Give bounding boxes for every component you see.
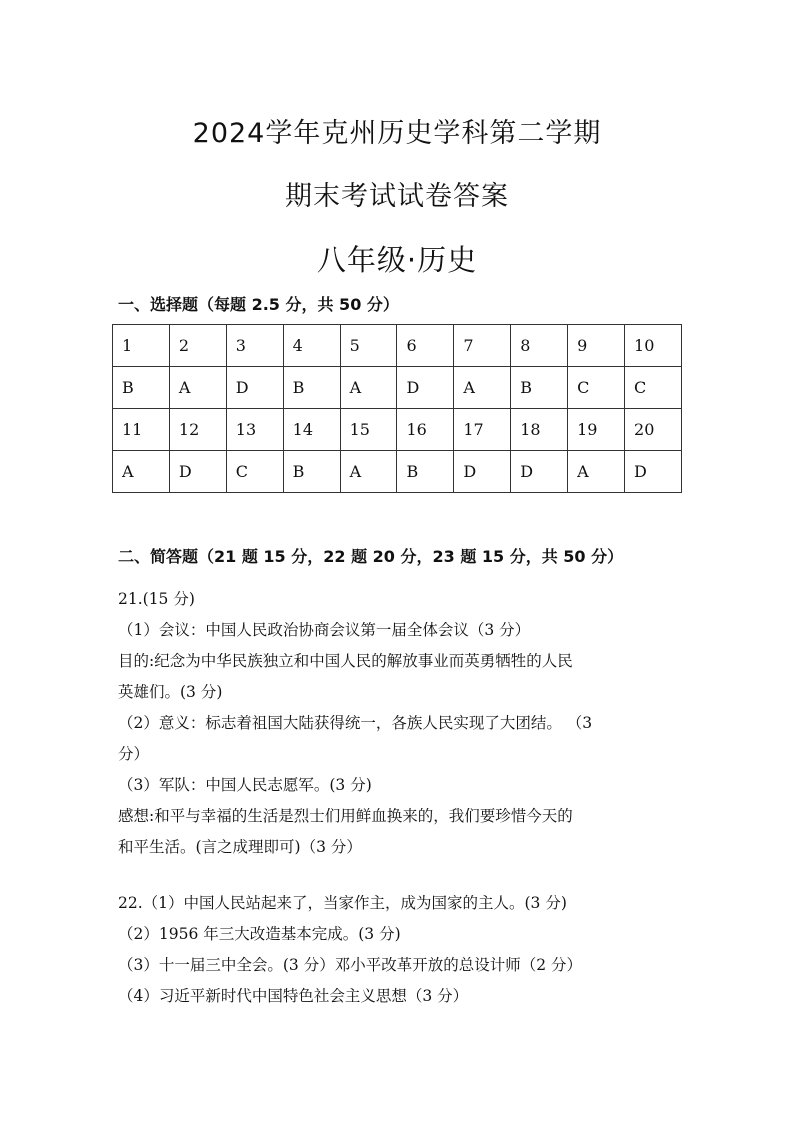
answer-cell: D: [454, 451, 511, 493]
question-number-cell: 13: [226, 409, 283, 451]
section-heading-short-answer: 二、简答题（21 题 15 分，22 题 20 分，23 题 15 分，共 50 分）: [118, 547, 624, 566]
title-line-2: 期末考试试卷答案: [285, 181, 509, 212]
section-heading-choice: 一、选择题（每题 2.5 分，共 50 分）: [118, 295, 399, 314]
answer-line: （1）会议：中国人民政治协商会议第一届全体会议（3 分）: [118, 621, 531, 639]
title-line-1: 2024学年克州历史学科第二学期: [192, 118, 602, 149]
question-number-cell: 12: [169, 409, 226, 451]
answer-line: （3）十一届三中全会。(3 分）邓小平改革开放的总设计师（2 分）: [118, 956, 582, 974]
answer-cell: D: [397, 367, 454, 409]
answer-line: 感想:和平与幸福的生活是烈士们用鲜血换来的，我们要珍惜今天的: [118, 807, 573, 825]
answer-cell: A: [454, 367, 511, 409]
answer-line: （3）军队：中国人民志愿军。(3 分): [118, 776, 372, 794]
question-number-cell: 15: [340, 409, 397, 451]
answer-line: 英雄们。(3 分): [118, 683, 223, 701]
question-number-row: [113, 325, 682, 367]
answer-line: 22.（1）中国人民站起来了，当家作主，成为国家的主人。(3 分): [118, 894, 567, 912]
answer-row: [113, 367, 682, 409]
answer-line: 目的:纪念为中华民族独立和中国人民的解放事业而英勇牺牲的人民: [118, 652, 573, 670]
question-number-cell: 17: [454, 409, 511, 451]
answer-cell: C: [568, 367, 625, 409]
question-number-cell: 9: [568, 325, 625, 367]
answer-cell: D: [169, 451, 226, 493]
question-number-cell: 7: [454, 325, 511, 367]
answer-row: [113, 451, 682, 493]
question-22-answers: [118, 888, 678, 1012]
question-21-answers: [118, 584, 678, 863]
answer-line: （2）意义：标志着祖国大陆获得统一，各族人民实现了大团结。 （3: [118, 714, 593, 732]
question-number-cell: 18: [511, 409, 568, 451]
question-number-cell: 8: [511, 325, 568, 367]
answer-cell: D: [625, 451, 682, 493]
answer-cell: B: [283, 451, 340, 493]
question-number-cell: 2: [169, 325, 226, 367]
answer-line: （4）习近平新时代中国特色社会主义思想（3 分）: [118, 987, 469, 1005]
answer-line: 分）: [118, 745, 150, 763]
answer-cell: A: [340, 367, 397, 409]
answer-cell: B: [511, 367, 568, 409]
answer-table: [112, 324, 682, 493]
answer-line: 和平生活。(言之成理即可)（3 分）: [118, 838, 362, 856]
answer-cell: B: [397, 451, 454, 493]
question-number-cell: 19: [568, 409, 625, 451]
answer-line: （2）1956 年三大改造基本完成。(3 分): [118, 925, 401, 943]
answer-cell: B: [283, 367, 340, 409]
answer-cell: A: [340, 451, 397, 493]
answer-cell: A: [169, 367, 226, 409]
question-number-cell: 11: [113, 409, 170, 451]
question-number-cell: 6: [397, 325, 454, 367]
question-number-cell: 20: [625, 409, 682, 451]
answer-table-body: [113, 325, 682, 493]
answer-cell: C: [226, 451, 283, 493]
answer-cell: A: [568, 451, 625, 493]
question-number-cell: 5: [340, 325, 397, 367]
question-number-cell: 14: [283, 409, 340, 451]
question-number-cell: 10: [625, 325, 682, 367]
question-number-cell: 1: [113, 325, 170, 367]
answer-cell: C: [625, 367, 682, 409]
question-number-cell: 16: [397, 409, 454, 451]
answer-cell: B: [113, 367, 170, 409]
answer-cell: D: [511, 451, 568, 493]
title-line-3: 八年级·历史: [316, 243, 478, 277]
question-number-row: [113, 409, 682, 451]
answer-line: 21.(15 分): [118, 590, 195, 608]
question-number-cell: 3: [226, 325, 283, 367]
answer-cell: A: [113, 451, 170, 493]
answer-cell: D: [226, 367, 283, 409]
question-number-cell: 4: [283, 325, 340, 367]
